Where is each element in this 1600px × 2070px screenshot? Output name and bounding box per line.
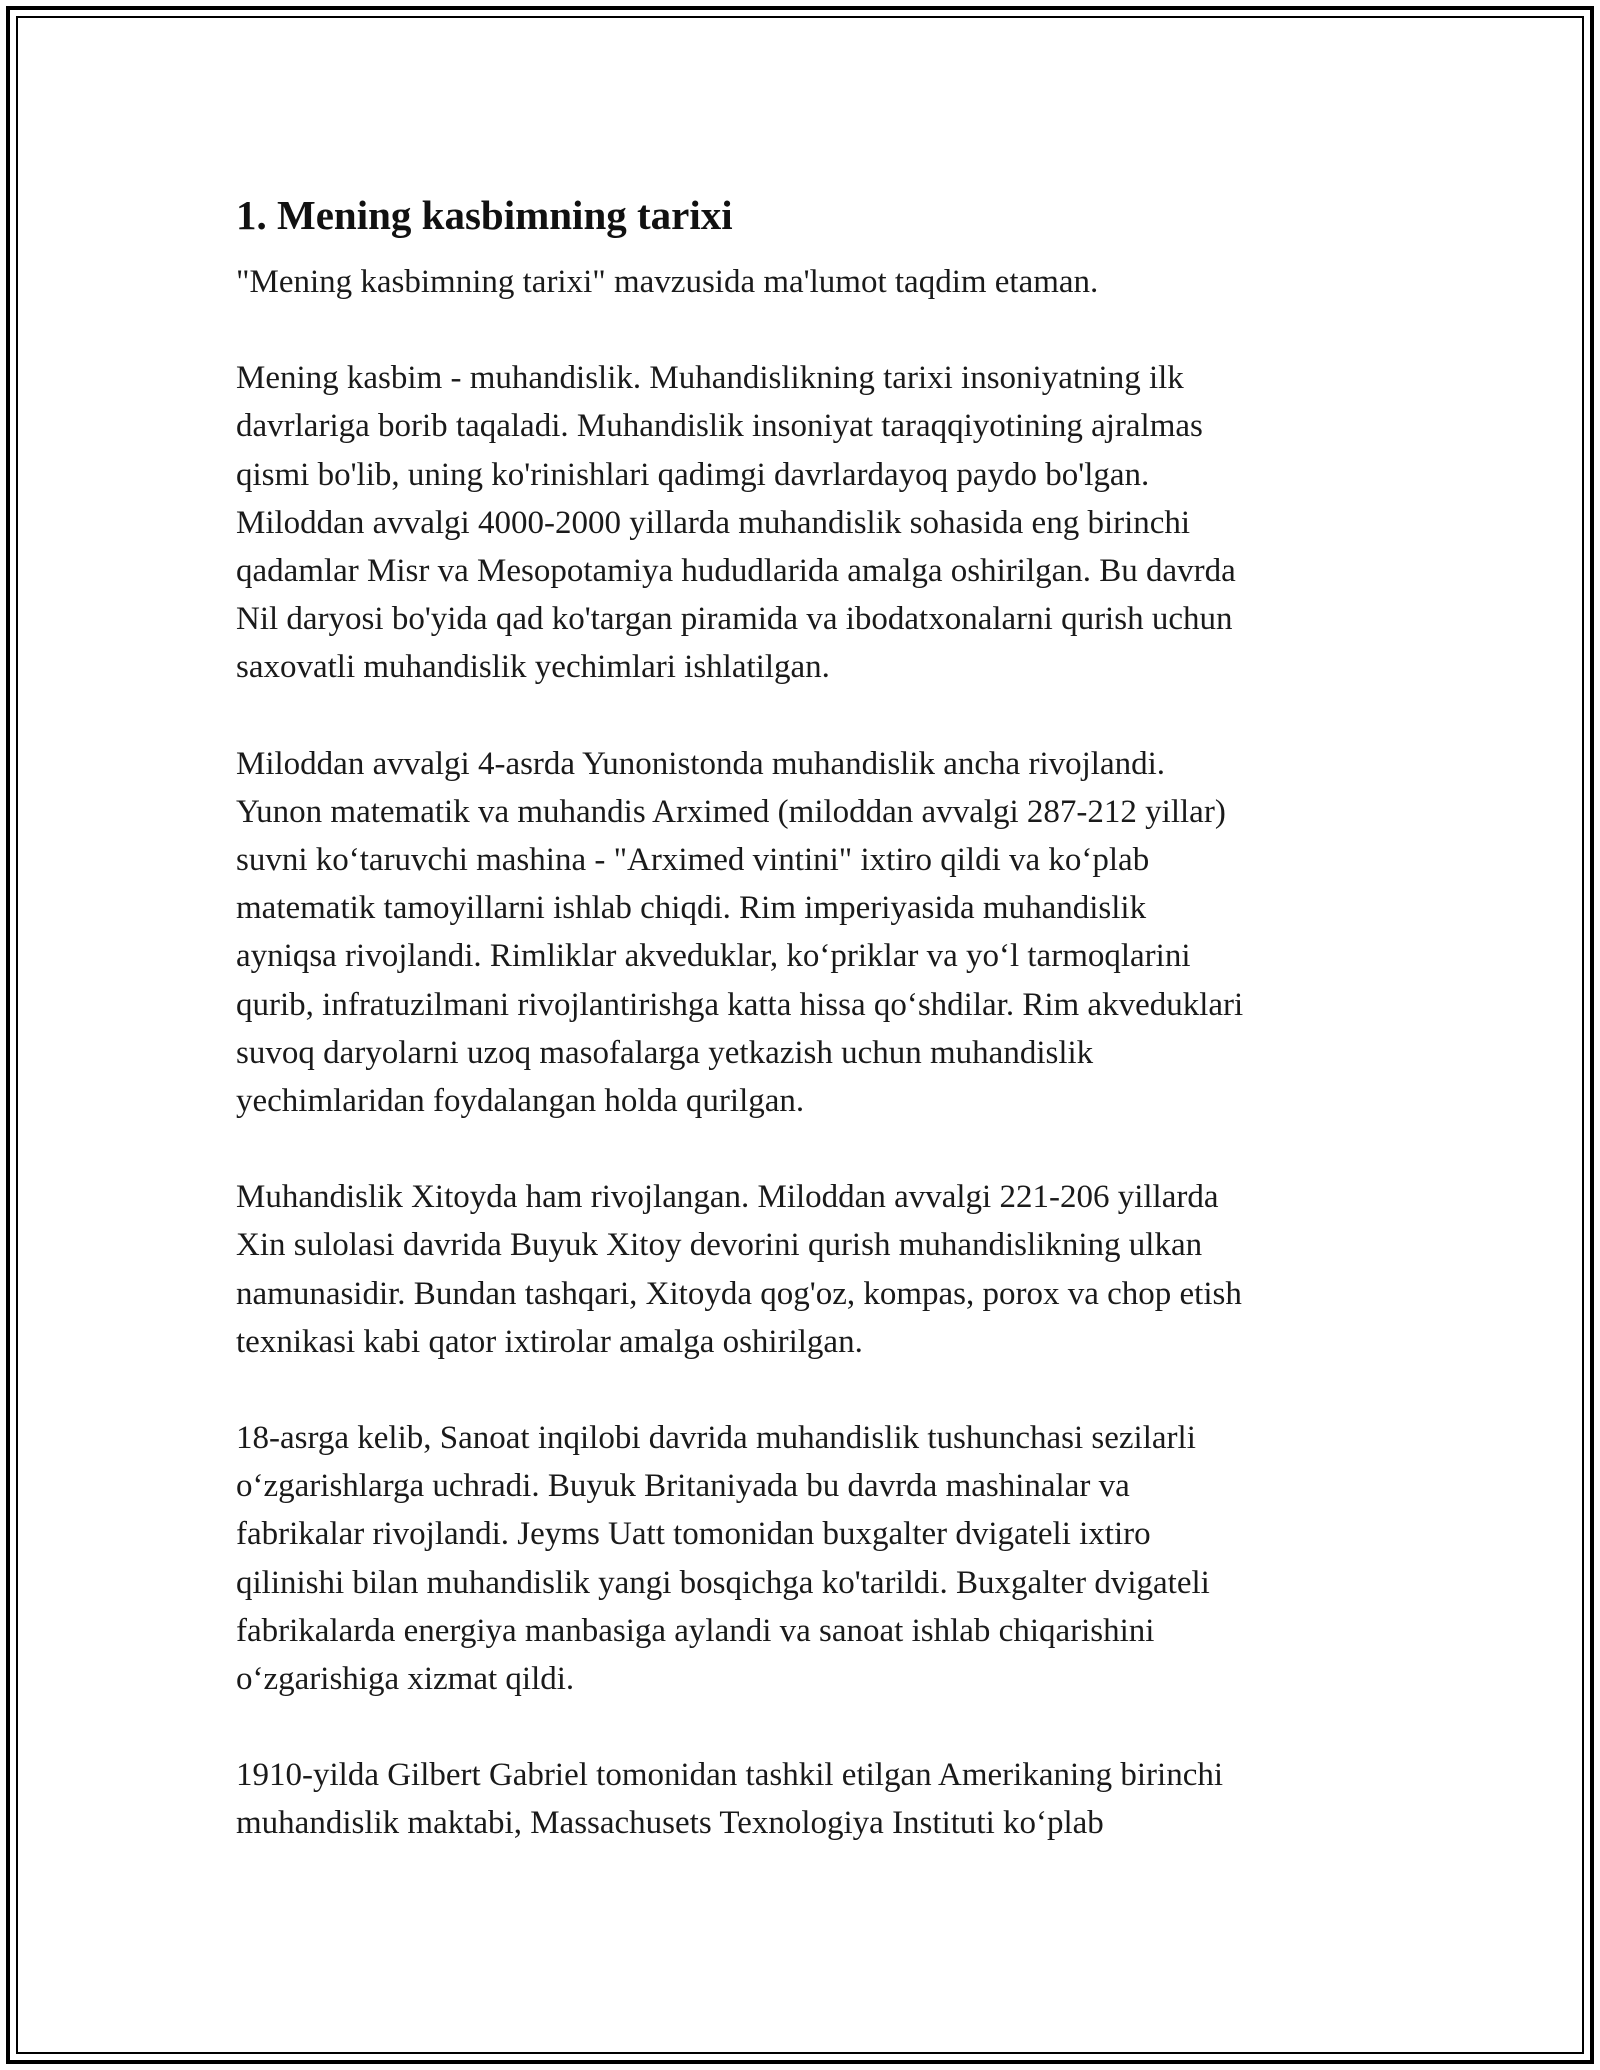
text-line: suvoq daryolarni uzoq masofalarga yetkazish uchun muhandislik [236, 1034, 1094, 1071]
text-line: matematik tamoyillarni ishlab chiqdi. Rim imperiyasida muhandislik [236, 890, 1147, 927]
text-line: Muhandislik Xitoyda ham rivojlangan. Miloddan avvalgi 221-206 yillarda [236, 1179, 1219, 1216]
text-line: Mening kasbim - muhandislik. Muhandislikning tarixi insoniyatning ilk [236, 360, 1184, 397]
text-line: fabrikalarda energiya manbasiga aylandi va sanoat ishlab chiqarishini [236, 1612, 1155, 1649]
paragraph-industrial-revolution [236, 1414, 1366, 1703]
text-line: qurib, infratuzilmani rivojlantirishga katta hissa qoʻshdilar. Rim akveduklari [236, 986, 1244, 1023]
text-line: Xin sulolasi davrida Buyuk Xitoy devorini qurish muhandislikning ulkan [236, 1227, 1203, 1264]
text-line: Nil daryosi bo'yida qad ko'targan piramida va ibodatxonalarni qurish uchun [236, 601, 1233, 638]
text-line: texnikasi kabi qator ixtirolar amalga oshirilgan. [236, 1323, 863, 1360]
text-line: Miloddan avvalgi 4000-2000 yillarda muhandislik sohasida eng birinchi [236, 504, 1191, 541]
text-line: suvni koʻtaruvchi mashina - "Arximed vintini" ixtiro qildi va koʻplab [236, 842, 1150, 879]
text-line: 18-asrga kelib, Sanoat inqilobi davrida muhandislik tushunchasi sezilarli [236, 1420, 1196, 1457]
text-line: "Mening kasbimning tarixi" mavzusida ma'lumot taqdim etaman. [236, 264, 1099, 300]
paragraph-china [236, 1173, 1366, 1366]
paragraph-greece-rome [236, 740, 1366, 1126]
paragraph-ancient-engineering [236, 354, 1366, 691]
text-line: oʻzgarishlarga uchradi. Buyuk Britaniyada bu davrda mashinalar va [236, 1468, 1130, 1505]
text-line: muhandislik maktabi, Massachusets Texnologiya Instituti koʻplab [236, 1805, 1104, 1842]
text-line: Yunon matematik va muhandis Arximed (miloddan avvalgi 287-212 yillar) [236, 793, 1226, 830]
text-line: namunasidir. Bundan tashqari, Xitoyda qog'oz, kompas, porox va chop etish [236, 1275, 1242, 1312]
text-line: yechimlaridan foydalangan holda qurilgan. [236, 1083, 805, 1120]
section-heading: 1. Mening kasbimning tarixi [236, 192, 733, 238]
text-line: oʻzgarishiga xizmat qildi. [236, 1661, 575, 1698]
document-body [236, 186, 1366, 1896]
paragraph-intro [236, 258, 1366, 306]
text-line: ayniqsa rivojlandi. Rimliklar akveduklar, koʻpriklar va yoʻl tarmoqlarini [236, 938, 1191, 975]
paragraph-america [236, 1751, 1366, 1847]
text-line: davrlariga borib taqaladi. Muhandislik insoniyat taraqqiyotining ajralmas [236, 408, 1203, 445]
text-line: 1910-yilda Gilbert Gabriel tomonidan tashkil etilgan Amerikaning birinchi [236, 1757, 1224, 1794]
text-line: qismi bo'lib, uning ko'rinishlari qadimgi davrlardayoq paydo bo'lgan. [236, 456, 1150, 493]
text-line: saxovatli muhandislik yechimlari ishlatilgan. [236, 649, 830, 686]
text-line: fabrikalar rivojlandi. Jeyms Uatt tomonidan buxgalter dvigateli ixtiro [236, 1516, 1151, 1553]
text-line: Miloddan avvalgi 4-asrda Yunonistonda muhandislik ancha rivojlandi. [236, 745, 1166, 782]
text-line: qilinishi bilan muhandislik yangi bosqichga ko'tarildi. Buxgalter dvigateli [236, 1564, 1210, 1601]
text-line: qadamlar Misr va Mesopotamiya hududlarida amalga oshirilgan. Bu davrda [236, 553, 1236, 590]
